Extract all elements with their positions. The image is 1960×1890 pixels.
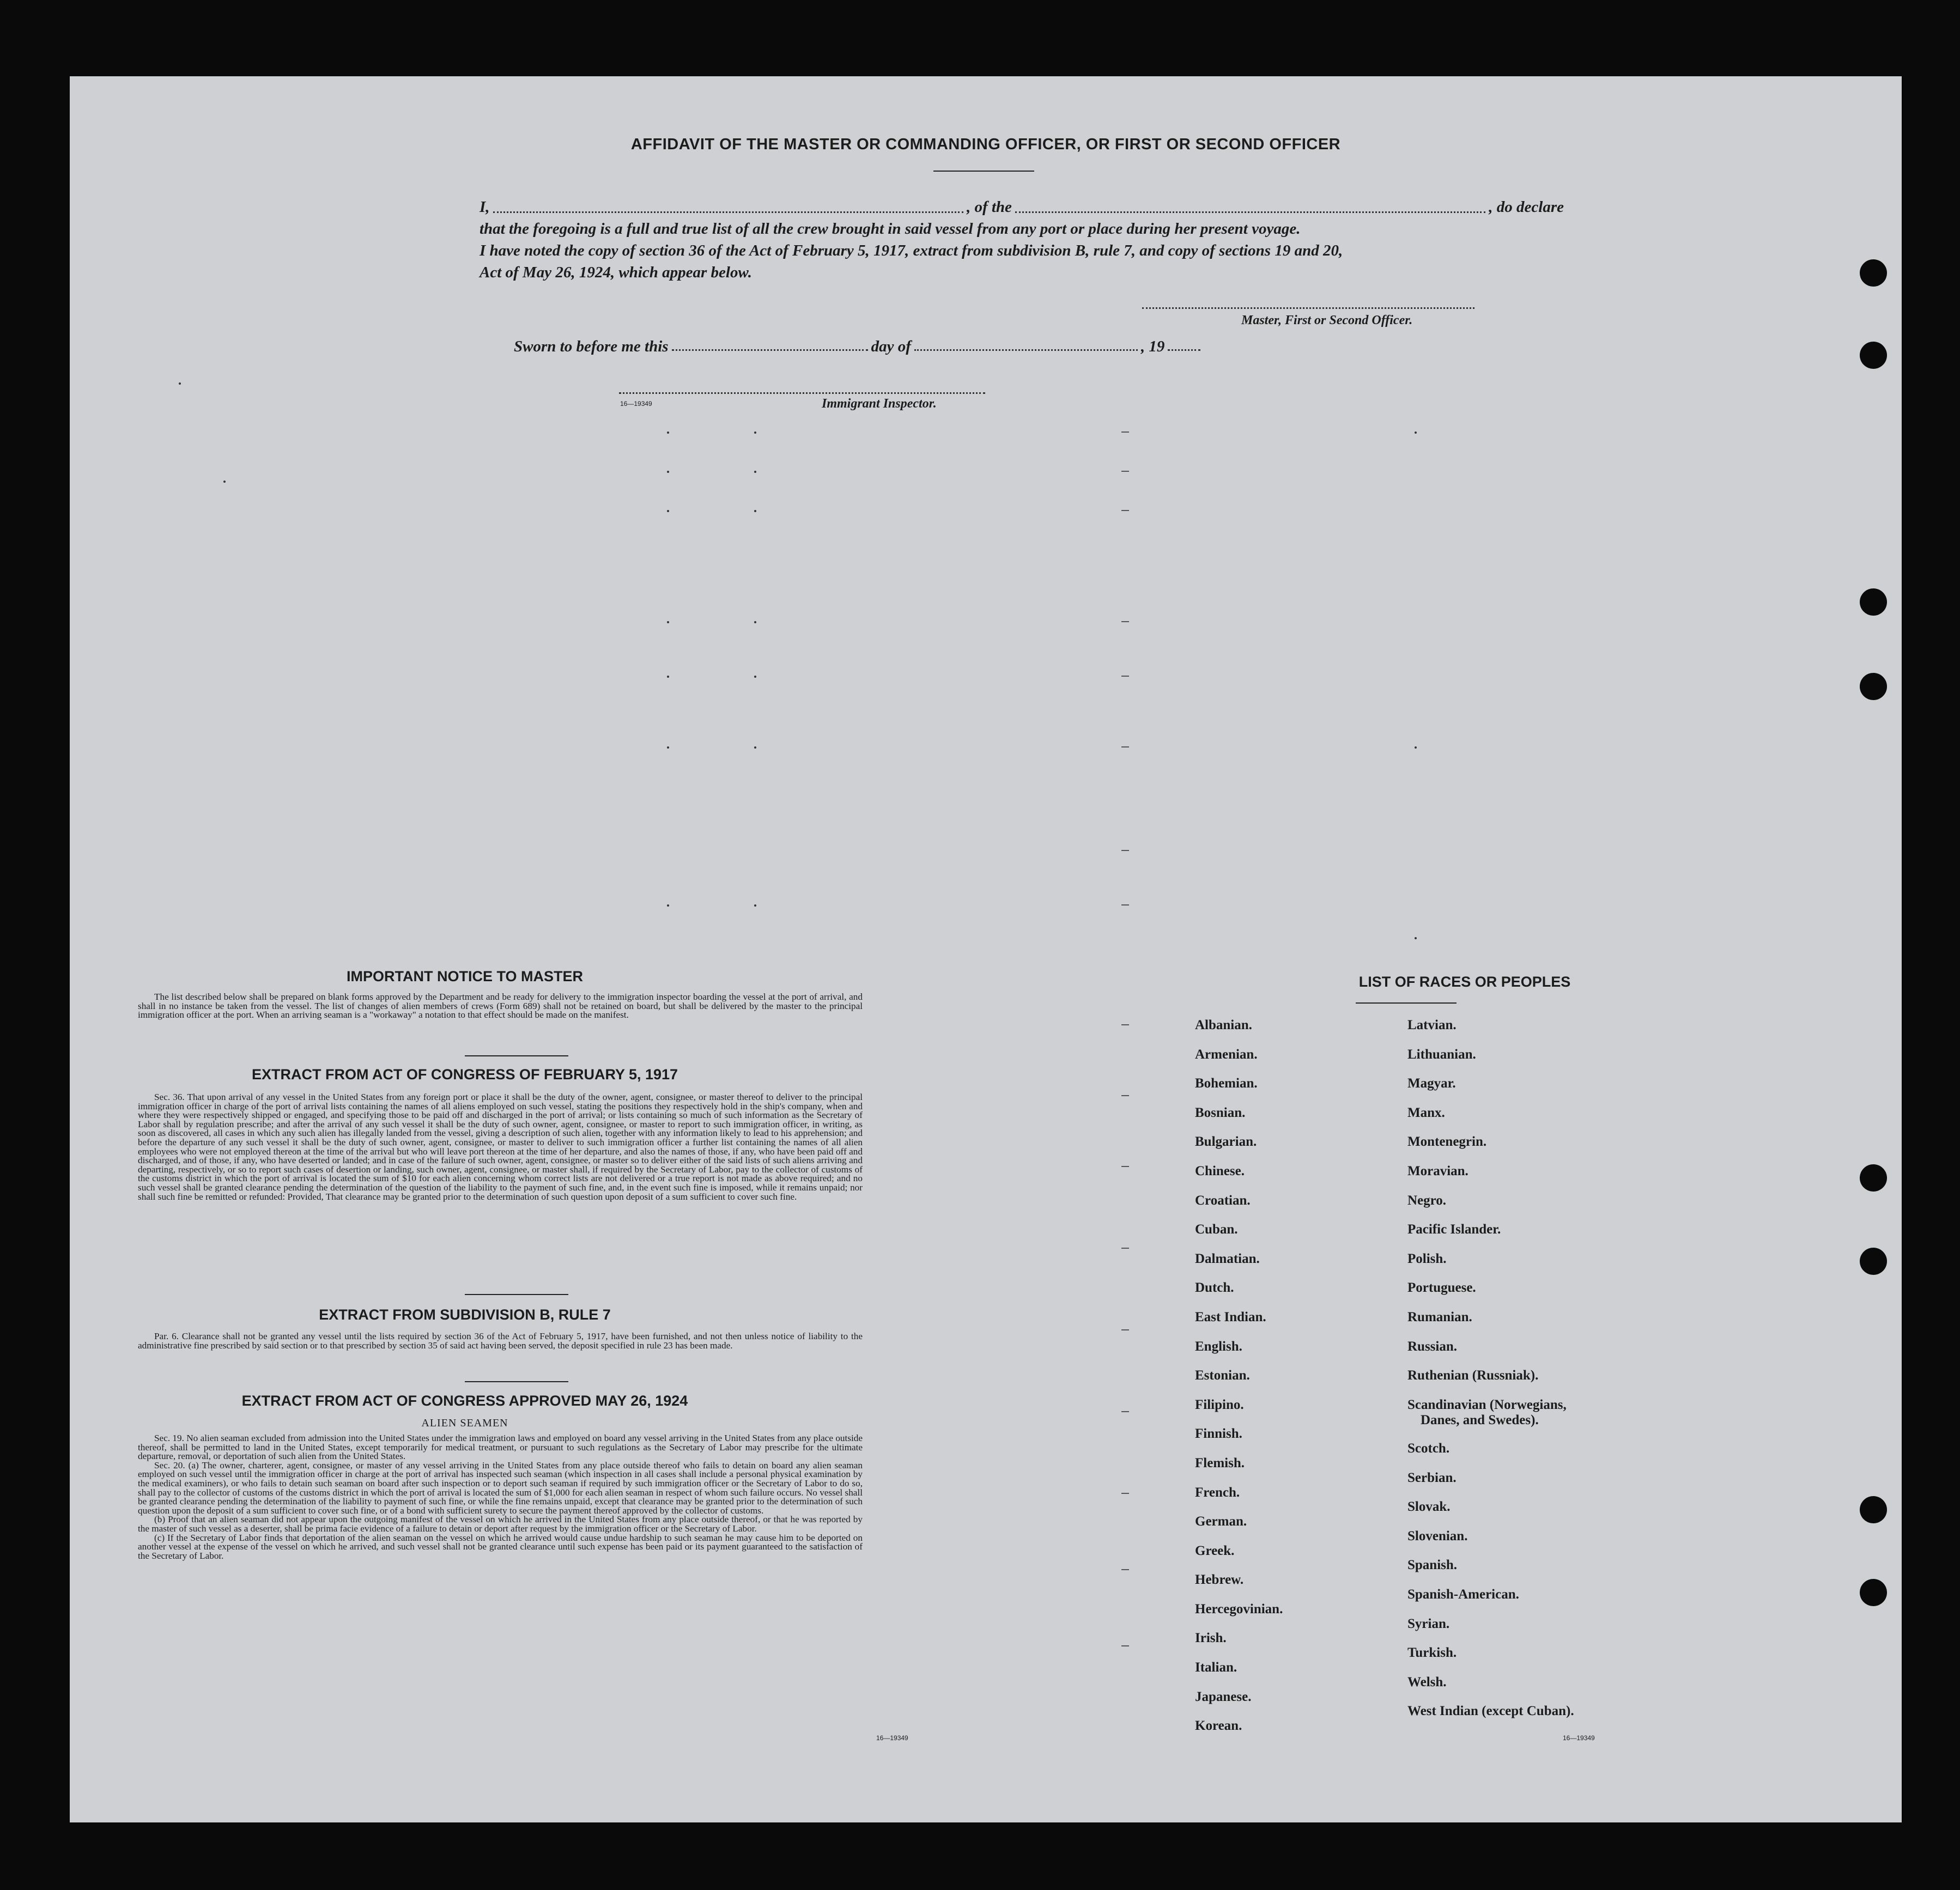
extract-1917-text <box>138 1093 863 1201</box>
affidavit-of-the: , of the <box>966 198 1012 216</box>
section-36-paragraph: Sec. 36. That upon arrival of any vessel in the United States from any foreign port or place it shall be the duty of the owner, agent, consignee, or master thereof to deliver to the principal immigration officer in charge of the port of arrival lists containing the names of all aliens employed on such vessel, stating the positions they respectively hold in the ship's company, when and where they were respectively shipped or engaged, and specifying those to be paid off and discharged in the port of arrival; or lists containing so much of such information as the Secretary of Labor shall by regulation prescribe; and after the arrival of any such vessel it shall be the duty of such owner, agent, consignee, or master to report to such immigration officer, in writing, as soon as discovered, all cases in which any such alien has illegally landed from the vessel, giving a description of such alien, together with any information likely to lead to his apprehension; and before the departure of any such vessel it shall be the duty of such owner, agent, consignee, or master to deliver to such immigration officer a further list containing the names of all alien employees who were not employed thereon at the time of the arrival but who will leave port thereon at the time of her departure, and also the names of those, if any, who have been paid off and discharged, and of those, if any, who have deserted or landed; and in case of the failure of such owner, agent, consignee, or master so to deliver either of the said lists of such aliens arriving and departing, respectively, or so to report such cases of desertion or landing, such owner, agent, consignee, or master shall, if required by the Secretary of Labor, pay to the collector of customs of the customs district in which the port of arrival is located the sum of $10 for each alien concerning whom correct lists are not delivered or a true report is not made as above required; and no such vessel shall be granted clearance pending the determination of the question of the liability to the payment of such fine, and, in the event such fine is imposed, while it remains unpaid; nor shall such fine be remitted or refunded: Provided, That clearance may be granted prior to the determination of such question upon deposit of a sum sufficient to cover such fine. <box>138 1092 863 1202</box>
faint-mark <box>667 676 669 678</box>
punch-hole <box>1860 1579 1887 1606</box>
affidavit-line-3: I have noted the copy of section 36 of the Act of February 5, 1917, extract from subdivision B, rule 7, and copy of sections 19 and 20, <box>480 242 1343 259</box>
race-item: Estonian. <box>1195 1368 1250 1383</box>
faint-mark <box>1121 1166 1129 1167</box>
extract-1924-text <box>138 1434 863 1560</box>
sec20a-paragraph: Sec. 20. (a) The owner, charterer, agent, consignee, or master of any vessel arriving in the United States from any place outside thereof who fails to detain on board any alien seaman employed on such vessel until the immigration officer in charge at the port of arrival has inspected such seaman (which inspection in all cases shall include a personal physical examination by the medical examiners), or who fails to detain such seaman on board after such inspection or to deport such seaman if required by such immigration officer or the Secretary of Labor to do so, shall pay to the collector of customs of the customs district in which the port of arrival is located the sum of $1,000 for each alien seaman in respect of whom such failure occurs. No vessel shall be granted clearance pending the determination of the liability to payment of such fine, or while the fine remains unpaid, except that clearance may be granted prior to the determination of such question upon the deposit of a sum sufficient to cover such fine, or of a bond with sufficient surety to secure the payment thereof approved by the collector of customs. <box>138 1460 863 1516</box>
race-item: Hercegovinian. <box>1195 1601 1283 1616</box>
punch-hole <box>1860 588 1887 616</box>
race-item: Latvian. <box>1407 1018 1457 1032</box>
race-item: Slovenian. <box>1407 1528 1468 1543</box>
sworn-month-field[interactable] <box>914 338 1138 351</box>
form-number: 16—19349 <box>876 1734 908 1742</box>
race-item: Korean. <box>1195 1718 1242 1734</box>
race-item: Lithuanian. <box>1407 1047 1476 1062</box>
affidavit-do-declare: , do declare <box>1489 198 1564 216</box>
race-item: Polish. <box>1407 1251 1447 1266</box>
race-item: Turkish. <box>1407 1645 1457 1661</box>
officer-name-field[interactable] <box>493 196 963 213</box>
section-divider <box>465 1381 568 1382</box>
faint-mark <box>1121 1645 1129 1646</box>
races-right-column <box>1407 1018 1658 1733</box>
faint-mark <box>754 621 756 623</box>
faint-mark <box>1121 510 1129 511</box>
faint-mark <box>1121 904 1129 906</box>
faint-mark <box>1121 1493 1129 1494</box>
faint-mark <box>1121 1411 1129 1412</box>
race-item: Bosnian. <box>1195 1105 1246 1120</box>
race-item: Spanish-American. <box>1407 1587 1519 1602</box>
notice-text <box>138 993 863 1020</box>
sworn-prefix: Sworn to before me this <box>514 338 669 355</box>
faint-mark <box>1121 1329 1129 1330</box>
affidavit-line-4: Act of May 26, 1924, which appear below. <box>480 264 752 281</box>
form-sheet <box>70 76 1902 1822</box>
extract-1917-title: EXTRACT FROM ACT OF CONGRESS OF FEBRUARY 5, 1917 <box>251 1066 678 1083</box>
race-item: Albanian. <box>1195 1018 1252 1032</box>
faint-mark <box>754 904 756 907</box>
race-item: Ruthenian (Russniak). <box>1407 1368 1539 1383</box>
race-item: Manx. <box>1407 1105 1445 1120</box>
punch-hole <box>1860 1248 1887 1275</box>
rule7-paragraph: Par. 6. Clearance shall not be granted any vessel until the lists required by section 36 of the Act of February 5, 1917, have been furnished, and not then unless notice of liability to the administrative fine prescribed by said section or to that prescribed by section 35 of said act having been served, the deposit specified in rule 23 has been made. <box>138 1331 863 1351</box>
extract-1924-title: EXTRACT FROM ACT OF CONGRESS APPROVED MAY 26, 1924 <box>241 1393 688 1409</box>
extract-rule7-text <box>138 1332 863 1350</box>
race-item: Magyar. <box>1407 1076 1456 1091</box>
faint-mark <box>1121 1248 1129 1249</box>
races-title: LIST OF RACES OR PEOPLES <box>1358 974 1571 990</box>
punch-hole <box>1860 1164 1887 1192</box>
sec20b-paragraph: (b) Proof that an alien seaman did not appear upon the outgoing manifest of the vessel on which he arrived in the United States from any place outside thereof, or that he was reported by the master of such vessel as a deserter, shall be prima facie evidence of a failure to detain or deport after request by the immigration officer or the Secretary of Labor. <box>138 1514 863 1534</box>
faint-mark <box>667 471 669 473</box>
faint-mark <box>754 676 756 678</box>
faint-mark <box>667 510 669 512</box>
race-item: Filipino. <box>1195 1397 1244 1412</box>
faint-mark <box>1415 746 1417 749</box>
inspector-signature-label: Immigrant Inspector. <box>822 397 937 411</box>
form-number: 16—19349 <box>620 400 652 408</box>
faint-mark <box>1415 432 1417 434</box>
notice-paragraph: The list described below shall be prepared on blank forms approved by the Department and be ready for delivery to the immigration inspector boarding the vessel at the port of arrival, and shall in no instance be taken from the vessel. The list of changes of alien members of crews (Form 689) shall not be retained on board, but shall be delivered by the master to the principal immigration officer at the port. When an arriving seaman is a "workaway" a notation to that effect should be made on the manifest. <box>138 992 863 1020</box>
punch-hole <box>1860 259 1887 287</box>
race-item: Hebrew. <box>1195 1572 1244 1588</box>
race-item: French. <box>1195 1485 1240 1500</box>
faint-mark <box>1121 676 1129 677</box>
races-divider <box>1356 1002 1457 1004</box>
race-item: Scotch. <box>1407 1441 1450 1456</box>
race-item-scandinavian <box>1407 1397 1658 1441</box>
vessel-name-field[interactable] <box>1015 196 1485 213</box>
race-item: Cuban. <box>1195 1222 1238 1237</box>
race-item: Serbian. <box>1407 1470 1457 1485</box>
race-item: Russian. <box>1407 1339 1458 1354</box>
sec20c-paragraph: (c) If the Secretary of Labor finds that deportation of the alien seaman on the vessel on which he arrived would cause undue hardship to such seaman he may cause him to be deported on another vessel at the expense of the vessel on which he arrived, and such vessel shall not be granted clearance until such expense has been paid or its payment guaranteed to the satisfaction of the Secretary of Labor. <box>138 1532 863 1561</box>
faint-mark <box>223 481 226 483</box>
sworn-day-of: day of <box>871 338 911 355</box>
master-signature-label: Master, First or Second Officer. <box>1241 313 1413 327</box>
punch-hole <box>1860 1496 1887 1523</box>
race-item: East Indian. <box>1195 1309 1266 1324</box>
sworn-line <box>514 338 1326 356</box>
affidavit-i: I, <box>480 198 490 216</box>
faint-mark <box>754 510 756 512</box>
section-divider <box>465 1294 568 1295</box>
race-item: West Indian (except Cuban). <box>1407 1704 1574 1719</box>
race-item: Spanish. <box>1407 1558 1458 1573</box>
race-item: Slovak. <box>1407 1499 1451 1515</box>
affidavit-line-2: that the foregoing is a full and true list of all the crew brought in said vessel from any port or place during her present voyage. <box>480 220 1301 238</box>
faint-mark <box>1121 1569 1129 1570</box>
race-item: Chinese. <box>1195 1163 1245 1178</box>
race-item: Flemish. <box>1195 1455 1245 1470</box>
master-signature-line[interactable] <box>1142 307 1474 309</box>
alien-seamen-subtitle: ALIEN SEAMEN <box>421 1417 508 1429</box>
extract-rule7-title: EXTRACT FROM SUBDIVISION B, RULE 7 <box>319 1306 611 1323</box>
faint-mark <box>1121 850 1129 851</box>
race-item: Montenegrin. <box>1407 1134 1487 1150</box>
faint-mark <box>754 432 756 434</box>
race-item: Italian. <box>1195 1660 1237 1675</box>
faint-mark <box>667 432 669 434</box>
sworn-date-field[interactable] <box>672 338 868 351</box>
faint-mark <box>1121 1095 1129 1096</box>
race-item: Portuguese. <box>1407 1280 1476 1296</box>
sworn-year-field[interactable] <box>1168 338 1200 351</box>
race-item: Syrian. <box>1407 1616 1450 1631</box>
race-item: Armenian. <box>1195 1047 1258 1062</box>
faint-mark <box>667 904 669 907</box>
race-item: Bohemian. <box>1195 1076 1258 1091</box>
race-item: Welsh. <box>1407 1674 1447 1690</box>
faint-mark <box>667 621 669 623</box>
title-divider <box>933 171 1034 172</box>
inspector-signature-line[interactable] <box>619 392 985 394</box>
faint-mark <box>1121 1024 1129 1025</box>
faint-mark <box>754 746 756 749</box>
notice-title: IMPORTANT NOTICE TO MASTER <box>347 968 583 984</box>
form-number: 16—19349 <box>1563 1734 1595 1742</box>
faint-mark <box>1121 746 1129 748</box>
faint-mark <box>1121 432 1129 433</box>
section-divider <box>465 1055 568 1056</box>
faint-mark <box>1121 471 1129 472</box>
faint-mark <box>1415 937 1417 939</box>
punch-hole <box>1860 342 1887 369</box>
race-item: German. <box>1195 1514 1247 1529</box>
race-item: Greek. <box>1195 1543 1235 1558</box>
race-item: Croatian. <box>1195 1193 1251 1208</box>
race-item: Finnish. <box>1195 1426 1242 1442</box>
race-item: Moravian. <box>1407 1163 1469 1178</box>
affidavit-title: AFFIDAVIT OF THE MASTER OR COMMANDING OFFICER, OR FIRST OR SECOND OFFICER <box>630 136 1341 153</box>
race-item: Dutch. <box>1195 1280 1234 1296</box>
affidavit-line-1 <box>480 196 1564 218</box>
race-item: Rumanian. <box>1407 1309 1472 1324</box>
race-item: Scandinavian (Norwegians, <box>1407 1397 1567 1412</box>
faint-mark <box>667 746 669 749</box>
race-item: Irish. <box>1195 1631 1227 1646</box>
race-item: Pacific Islander. <box>1407 1222 1501 1237</box>
race-item: Negro. <box>1407 1193 1447 1208</box>
race-item: Bulgarian. <box>1195 1134 1257 1150</box>
punch-hole <box>1860 673 1887 700</box>
faint-mark <box>754 471 756 473</box>
race-item: Japanese. <box>1195 1689 1252 1704</box>
race-item-continuation: Danes, and Swedes). <box>1421 1412 1539 1427</box>
sec19-paragraph: Sec. 19. No alien seaman excluded from admission into the United States under the immigration laws and employed on board any vessel arriving in the United States from any place outside thereof, shall be permitted to land in the United States, except temporarily for medical treatment, or pursuant to such regulations as the Secretary of Labor may prescribe for the ultimate departure, removal, or deportation of such alien from the United States. <box>138 1433 863 1462</box>
faint-mark <box>179 382 181 385</box>
race-item: English. <box>1195 1339 1242 1354</box>
faint-mark <box>1121 621 1129 622</box>
sworn-year: , 19 <box>1140 338 1165 355</box>
race-item: Dalmatian. <box>1195 1251 1260 1266</box>
affidavit-body <box>480 196 1564 283</box>
